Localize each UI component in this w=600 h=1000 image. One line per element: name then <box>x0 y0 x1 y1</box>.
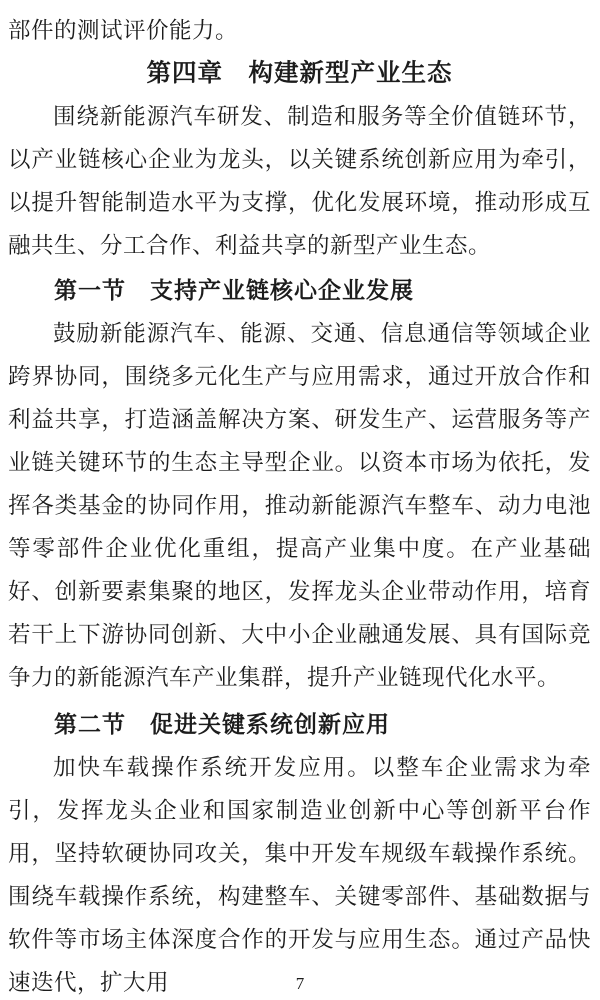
document-text-flow <box>8 9 591 1000</box>
chapter-intro-paragraph: 围绕新能源汽车研发、制造和服务等全价值链环节，以产业链核心企业为龙头，以关键系统创新应用为牵引，以提升智能制造水平为支撑，优化发展环境，推动形成互融共生、分工合作、利益共享的新型产业生态。 <box>8 104 591 258</box>
section-1-paragraph: 鼓励新能源汽车、能源、交通、信息通信等领域企业跨界协同，围绕多元化生产与应用需求，通过开放合作和利益共享，打造涵盖解决方案、研发生产、运营服务等产业链关键环节的生态主导型企业。以资本市场为依托，发挥各类基金的协同作用，推动新能源汽车整车、动力电池等零部件企业优化重组，提高产业集中度。在产业基础好、创新要素集聚的地区，发挥龙头企业带动作用，培育若干上下游协同创新、大中小企业融通发展、具有国际竞争力的新能源汽车产业集群，提升产业链现代化水平。 <box>8 321 591 690</box>
section-2-paragraph: 加快车载操作系统开发应用。以整车企业需求为牵引，发挥龙头企业和国家制造业创新中心等创新平台作用，坚持软硬协同攻关，集中开发车规级车载操作系统。围绕车载操作系统，构建整车、关键零部件、基础数据与软件等市场主体深度合作的开发与应用生态。通过产品快速迭代，扩大用 <box>8 755 591 995</box>
section-1-heading: 第一节 支持产业链核心企业发展 <box>54 278 414 303</box>
paragraph-continuation: 部件的测试评价能力。 <box>8 18 239 43</box>
page-number: 7 <box>295 974 305 993</box>
chapter-heading: 第四章 构建新型产业生态 <box>146 60 453 87</box>
section-2-heading: 第二节 促进关键系统创新应用 <box>54 712 390 737</box>
